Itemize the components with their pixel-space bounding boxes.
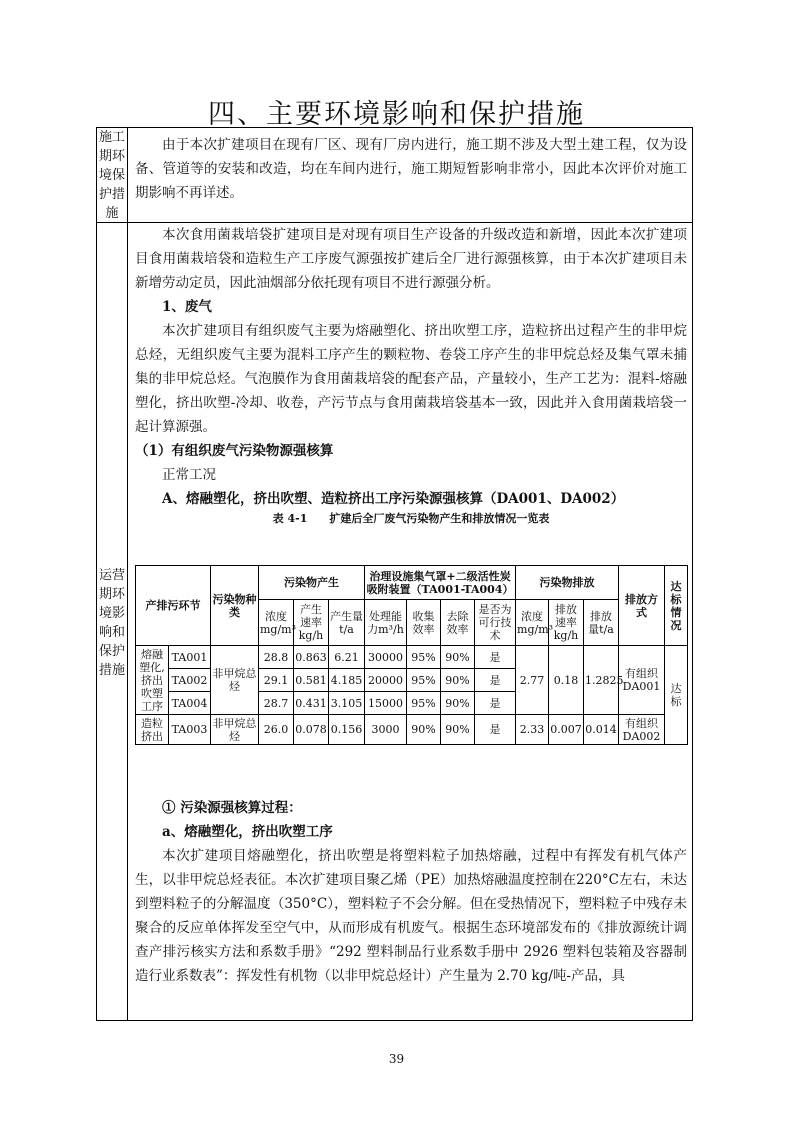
construction-label: 施工 期环 境保 护措 施 [98, 130, 125, 221]
header-generation: 污染物产生 [259, 566, 365, 600]
group2-process: 造粒挤出 [136, 715, 169, 745]
page-number: 39 [388, 1052, 405, 1066]
header-treatment: 治理设施集气罩+二级活性炭吸附装置（TA001-TA004） [365, 566, 516, 600]
header-standard: 达标情况 [665, 566, 688, 646]
operation-lower-block [135, 796, 687, 988]
waste-gas-paragraph: 本次扩建项目有组织废气主要为熔融塑化、挤出吹塑工序，造粒挤出过程产生的非甲烷总烃，无组织废气主要为混料工序产生的颗粒物、卷袋工序产生的非甲烷总烃及集气罩未捕集的非甲烷总烃。气泡膜作为食用菌栽培袋的配套产品，产量较小，生产工艺为：混料-熔融塑化，挤出吹塑-冷却、收卷，产污节点与食用菌栽培袋基本一致，因此并入食用菌栽培袋一起计算源强。 [135, 323, 687, 435]
group2-method: 有组织DA002 [619, 715, 665, 745]
header-emission: 污染物排放 [516, 566, 619, 600]
page-title: 四、主要环境影响和保护措施 [208, 99, 585, 130]
heading-process-a-sub: a、熔融塑化，挤出吹塑工序 [162, 824, 333, 840]
sub-emit-rate: 排放速率kg/h [549, 600, 584, 646]
sub-gen-amount: 产生量 t/a [329, 600, 365, 646]
sub-gen-rate: 产生速率kg/h [294, 600, 329, 646]
emission-table [135, 565, 688, 745]
header-method: 排放方式 [619, 566, 665, 646]
table-row: TA002 29.1 0.581 4.185 20000 95% 90% 是 [136, 669, 688, 692]
table-caption: 表 4-1 扩建后全厂废气污染物产生和排放情况一览表 [272, 512, 550, 525]
header-pollutant: 污染物种类 [211, 566, 259, 646]
group1-method: 有组织DA001 [619, 646, 665, 715]
heading-organized-gas: （1）有组织废气污染物源强核算 [135, 443, 334, 459]
table-row: 熔融塑化,挤出吹塑工序 TA001 非甲烷总烃 28.8 0.863 6.21 30000 95% 90% 是 2.77 0.18 1.2825 有组织DA001 达标 [136, 646, 688, 669]
operation-intro: 本次食用菌栽培袋扩建项目是对现有项目生产设备的升级改造和新增，因此本次扩建项目食用菌栽培袋和造粒生产工序废气源强按扩建后全厂进行源强核算，由于本次扩建项目未新增劳动定员，因此油烟部分依托现有项目不进行源强分析。 [135, 227, 687, 291]
operation-upper-block [135, 223, 687, 527]
sub-removal-eff: 去除效率 [441, 600, 475, 646]
sub-collection-eff: 收集效率 [407, 600, 441, 646]
standard-result: 达标 [665, 646, 688, 745]
group1-process: 熔融塑化,挤出吹塑工序 [136, 646, 169, 715]
heading-calc-process: ① 污染源强核算过程： [162, 800, 302, 816]
content-frame [96, 127, 693, 1021]
sub-feasible: 是否为可行技术 [475, 600, 516, 646]
operation-label: 运营 期环 境影 响和 保护 措施 [98, 568, 125, 678]
heading-normal-condition: 正常工况 [162, 467, 216, 483]
group1-pollutant: 非甲烷总烃 [211, 646, 259, 715]
header-process: 产排污环节 [136, 566, 211, 646]
construction-text: 由于本次扩建项目在现有厂区、现有厂房内进行，施工期不涉及大型土建工程，仅为设备、管道等的安装和改造，均在车间内进行，施工期短暂影响非常小，因此本次评价对施工期影响不再详述。 [135, 137, 687, 201]
table-row: TA004 28.7 0.431 3.105 15000 95% 90% 是 [136, 692, 688, 715]
sub-gen-conc: 浓度mg/m³ [259, 600, 294, 646]
label-column-divider [127, 128, 128, 1020]
sub-emit-conc: 浓度mg/m³ [516, 600, 549, 646]
sub-capacity: 处理能力m³/h [365, 600, 407, 646]
heading-process-a: A、熔融塑化，挤出吹塑、造粒挤出工序污染源强核算（DA001、DA002） [162, 491, 625, 507]
calc-paragraph: 本次扩建项目熔融塑化，挤出吹塑是将塑料粒子加热熔融，过程中有挥发有机气体产生，以非甲烷总烃表征。本次扩建项目聚乙烯（PE）加热熔融温度控制在220°C左右，未达到塑料粒子的分解温度（350°C），塑料粒子不会分解。但在受热情况下，塑料粒子中残存未聚合的反应单体挥发至空气中，从而形成有机废气。根据生态环境部发布的《排放源统计调查产排污核实方法和系数手册》“292 塑料制品行业系数手册中 2926 塑料包装箱及容器制造行业系数表”：挥发性有机物（以非甲烷总烃计）产生量为 2.70 kg/吨-产品，具 [135, 848, 687, 984]
table-row: 造粒挤出 TA003 非甲烷总烃 26.0 0.078 0.156 3000 90% 90% 是 2.33 0.007 0.014 有组织DA002 [136, 715, 688, 745]
sub-emit-amount: 排放量t/a [584, 600, 619, 646]
heading-waste-gas: 1、废气 [162, 299, 212, 315]
construction-text-block [135, 133, 687, 205]
